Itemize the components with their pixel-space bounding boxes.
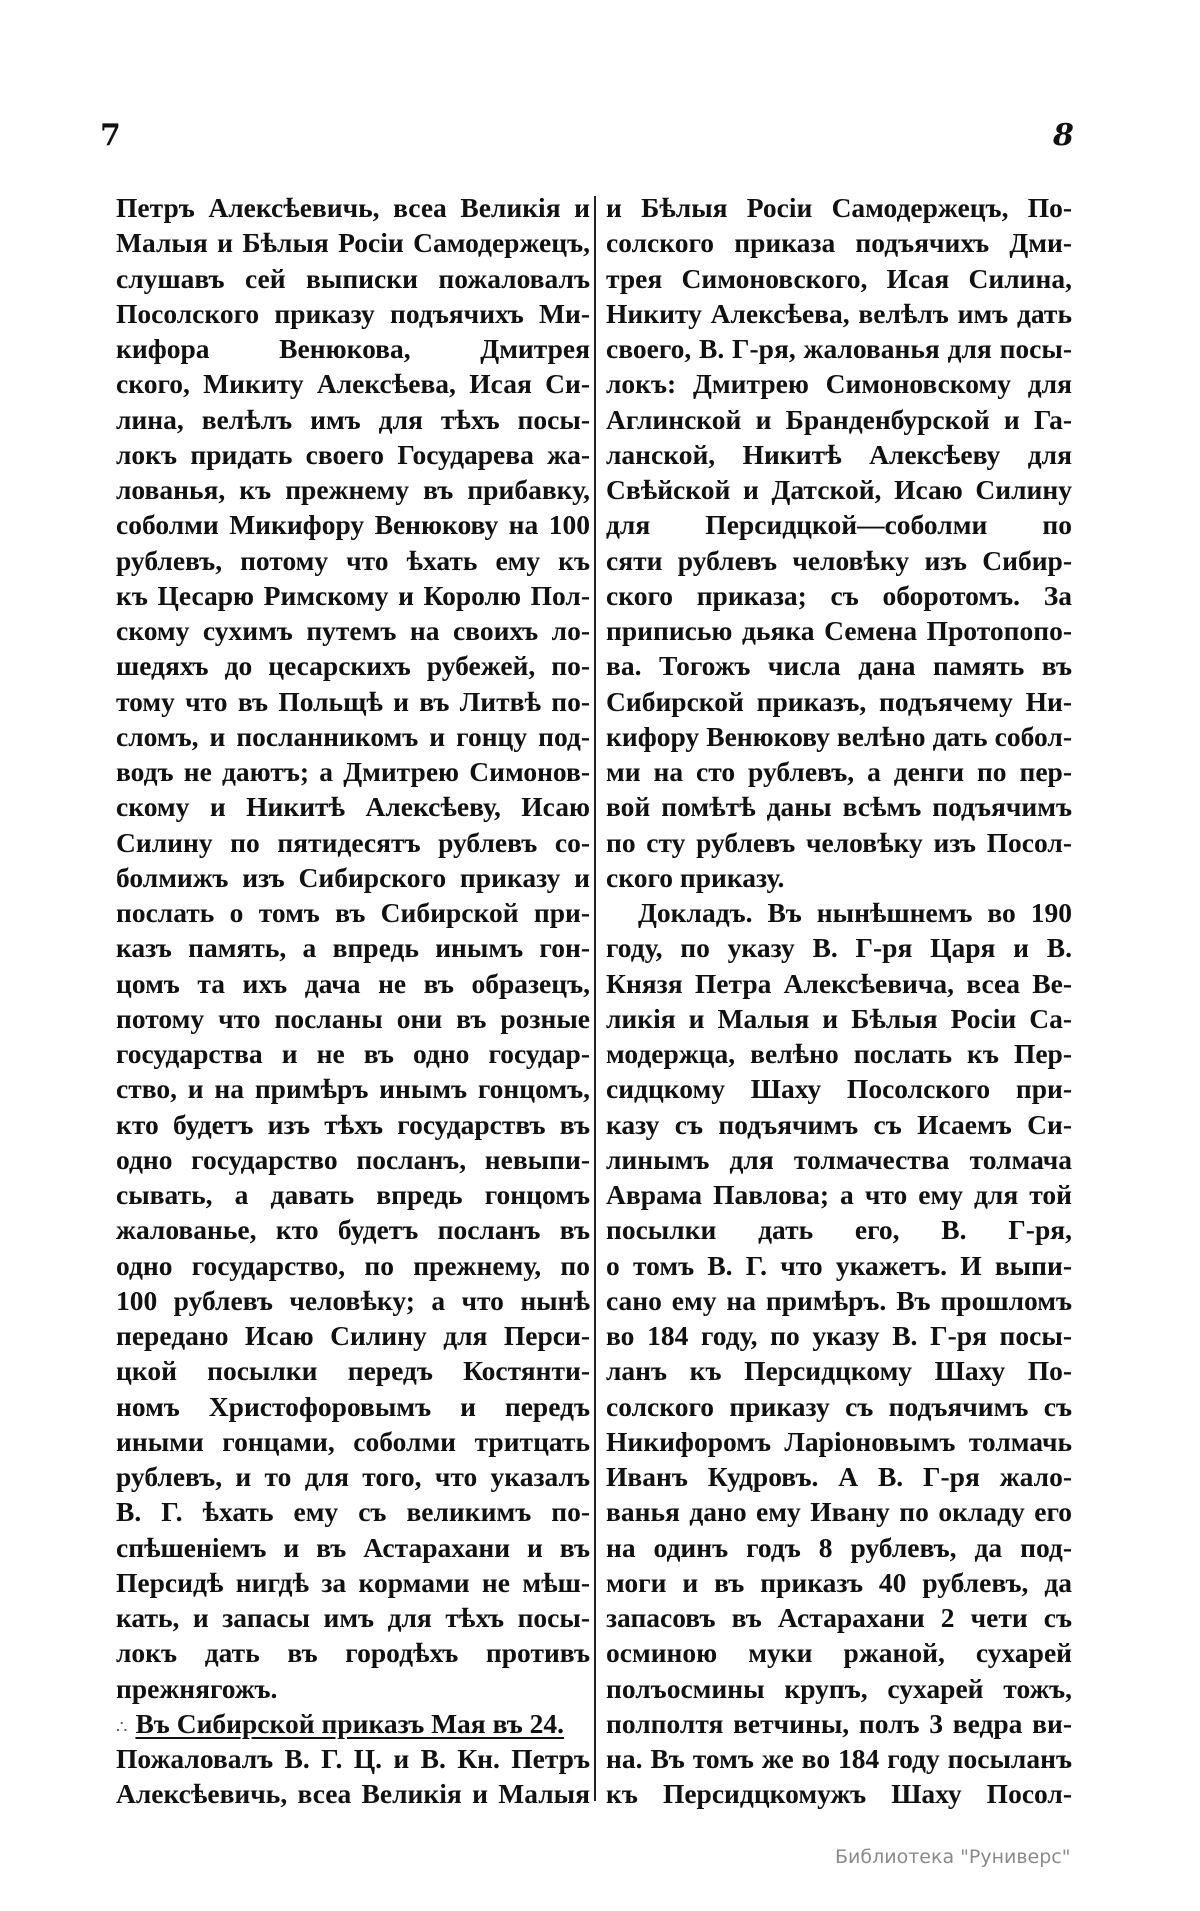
text-line: скому и Никитѣ Алексѣеву, Исаю (116, 791, 590, 823)
text-line: сидцкому Шаху Посолского при- (606, 1073, 1072, 1105)
text-line: Посолского приказу подъячихъ Ми- (116, 297, 590, 329)
text-line: Петръ Алексѣевичь, всеа Великія и (116, 192, 590, 223)
text-line: моги и въ приказъ 40 рублевъ, да (606, 1566, 1072, 1598)
text-line: прежнягожъ. (116, 1672, 278, 1704)
text-line: солского приказа подъячихъ Дми- (606, 227, 1072, 259)
text-line: осминою муки ржаной, сухарей (606, 1637, 1072, 1669)
text-line: рублевъ, потому что ѣхать ему къ (116, 544, 590, 576)
text-line: государства и не въ одно государ- (116, 1038, 590, 1069)
text-line: для Персидцкой—соболми по (606, 509, 1072, 541)
text-line: казъ память, а впредь инымъ гон- (116, 932, 590, 964)
text-line: ланъ къ Персидцкому Шаху По- (606, 1355, 1072, 1387)
page-number-right: 8 (1053, 118, 1074, 153)
text-line: рублевъ, и то для того, что указалъ (116, 1461, 590, 1492)
text-column-right (606, 190, 1072, 1812)
text-column-left (116, 190, 590, 1812)
text-line: соболми Микифору Венюкову на 100 (116, 509, 590, 541)
column-divider (594, 196, 596, 1801)
text-line: одно государство посланъ, невыпи- (116, 1143, 590, 1175)
text-line: номъ Христофоровымъ и передъ (116, 1390, 590, 1422)
text-line: сяти рублевъ человѣку изъ Сибир- (606, 544, 1072, 576)
text-line: лина, велѣлъ имъ для тѣхъ посы- (116, 403, 590, 435)
paragraph (116, 1741, 590, 1812)
text-line: Докладъ. Въ нынѣшнемъ во 190 (638, 897, 1072, 928)
text-line: ство, и на примѣръ инымъ гонцомъ, (116, 1073, 590, 1105)
text-line: ского приказу. (606, 861, 785, 893)
text-line: Персидѣ нигдѣ за кормами не мѣш- (116, 1566, 590, 1598)
text-line: ского приказа; съ оборотомъ. За (606, 579, 1072, 611)
text-line: запасовъ въ Астарахани 2 чети съ (606, 1602, 1072, 1633)
text-line: цомъ та ихъ дача не въ образецъ, (116, 967, 590, 999)
text-line: Малыя и Бѣлыя Росіи Самодержецъ, (116, 227, 590, 259)
text-line: болмижъ изъ Сибирского приказу и (116, 861, 590, 893)
text-line: модержца, велѣно послать къ Пер- (606, 1038, 1072, 1069)
text-line: своего, В. Г-ря, жалованья для посы- (606, 333, 1072, 364)
text-line: Никифоромъ Ларіоновымъ толмачь (606, 1425, 1072, 1457)
text-line: полполтя ветчины, полъ 3 ведра ви- (606, 1707, 1072, 1739)
text-line: Сибирской приказъ, подъячему Ни- (606, 685, 1072, 717)
text-line: ланской, Никитѣ Алексѣеву для (606, 438, 1072, 470)
text-line: Алексѣевичь, всеа Великія и Малыя (116, 1778, 590, 1810)
text-line: ми на сто рублевъ, а денги по пер- (606, 756, 1072, 787)
text-line: къ Цесарю Римскому и Королю Пол- (116, 579, 590, 611)
text-line: о томъ В. Г. что укажетъ. И выпи- (606, 1249, 1072, 1281)
text-line: ского, Микиту Алексѣева, Исая Си- (116, 368, 590, 400)
text-line: Пожаловалъ В. Г. Ц. и В. Кн. Петръ (116, 1743, 590, 1774)
text-line: лованья, къ прежнему въ прибавку, (116, 474, 590, 505)
text-line: Иванъ Кудровъ. А В. Г-ря жало- (606, 1461, 1072, 1492)
text-line: цкой посылки передъ Костянти- (116, 1355, 590, 1387)
section-heading (116, 1706, 590, 1741)
text-line (116, 1706, 590, 1741)
text-line: Аврама Павлова; а что ему для той (606, 1179, 1072, 1210)
text-line: на. Въ томъ же во 184 году посыланъ (606, 1743, 1072, 1774)
text-line: послать о томъ въ Сибирской при- (116, 897, 590, 928)
text-line: водъ не даютъ; а Дмитрею Симонов- (116, 756, 590, 787)
library-watermark: Библиотека "Руниверс" (835, 1846, 1071, 1868)
paragraph (606, 190, 1072, 895)
text-line: кифора Венюкова, Дмитрея (116, 333, 590, 364)
text-line: скому сухимъ путемъ на своихъ ло- (116, 615, 590, 646)
text-line: локъ придать своего Государева жа- (116, 438, 590, 470)
text-line: вой помѣтѣ даны всѣмъ подъячимъ (606, 791, 1072, 823)
text-line: тому что въ Польщѣ и въ Литвѣ по- (116, 685, 590, 717)
text-line: ликія и Малыя и Бѣлыя Росіи Са- (606, 1002, 1072, 1034)
text-line: къ Персидцкомужъ Шаху Посол- (606, 1778, 1072, 1810)
text-line: сывать, а давать впредь гонцомъ (116, 1179, 590, 1210)
text-line: В. Г. ѣхать ему съ великимъ по- (116, 1496, 590, 1528)
text-line: локъ: Дмитрею Симоновскому для (606, 368, 1072, 400)
text-line: Аглинской и Бранденбурской и Га- (606, 403, 1072, 435)
text-line: кать, и запасы имъ для тѣхъ посы- (116, 1602, 590, 1633)
text-line: 100 рублевъ человѣку; а что нынѣ (116, 1284, 590, 1316)
text-line: шедяхъ до цесарскихъ рубежей, по- (116, 650, 590, 682)
text-line: по сту рублевъ человѣку изъ Посол- (606, 826, 1072, 858)
text-line: трея Симоновского, Исая Силина, (606, 262, 1072, 294)
text-line: одно государство, по прежнему, по (116, 1249, 590, 1281)
text-line: Силину по пятидесятъ рублевъ со- (116, 826, 590, 858)
text-line: и Бѣлыя Росіи Самодержецъ, По- (606, 192, 1072, 223)
text-line: полъосмины крупъ, сухарей тожъ, (606, 1672, 1072, 1704)
text-line: кто будетъ изъ тѣхъ государствъ въ (116, 1108, 590, 1140)
text-line: передано Исаю Силину для Перси- (116, 1320, 590, 1351)
text-line: посылки дать его, В. Г-ря, (606, 1214, 1072, 1246)
text-line: приписью дьяка Семена Протопопо- (606, 615, 1072, 646)
paragraph (116, 190, 590, 1706)
text-line: Князя Петра Алексѣевича, всеа Ве- (606, 967, 1072, 999)
text-line: сломъ, и посланникомъ и гонцу под- (116, 720, 590, 752)
page-number-left: 7 (100, 118, 121, 153)
text-line: потому что посланы они въ розные (116, 1002, 590, 1034)
text-line: ванья дано ему Ивану по окладу его (606, 1496, 1072, 1528)
text-line: слушавъ сей выписки пожаловалъ (116, 262, 590, 294)
text-line: году, по указу В. Г-ря Царя и В. (606, 932, 1072, 964)
text-line: Никиту Алексѣева, велѣлъ имъ дать (606, 297, 1072, 329)
text-line: кифору Венюкову велѣно дать собол- (606, 720, 1072, 752)
heading-text: Въ Сибирской приказъ Мая въ 24. (135, 1707, 565, 1739)
text-line: жалованье, кто будетъ посланъ въ (116, 1214, 590, 1246)
section-mark: ∴ (116, 1716, 128, 1737)
text-line: ва. Тогожъ числа дана память въ (606, 650, 1072, 682)
text-line: спѣшеніемъ и въ Астарахани и въ (116, 1531, 590, 1563)
text-line: казу съ подъячимъ съ Исаемъ Си- (606, 1108, 1072, 1140)
text-line: Свѣйской и Датской, Исаю Силину (606, 474, 1072, 505)
text-line: солского приказу съ подъячимъ съ (606, 1390, 1072, 1422)
text-line: сано ему на примѣръ. Въ прошломъ (606, 1284, 1072, 1316)
text-line: локъ дать въ городѣхъ противъ (116, 1637, 590, 1669)
text-line: иными гонцами, соболми тритцать (116, 1425, 590, 1457)
text-line: во 184 году, по указу В. Г-ря посы- (606, 1320, 1072, 1351)
text-line: на одинъ годъ 8 рублевъ, да под- (606, 1531, 1072, 1563)
paragraph (606, 895, 1072, 1812)
text-line: линымъ для толмачества толмача (606, 1143, 1072, 1175)
